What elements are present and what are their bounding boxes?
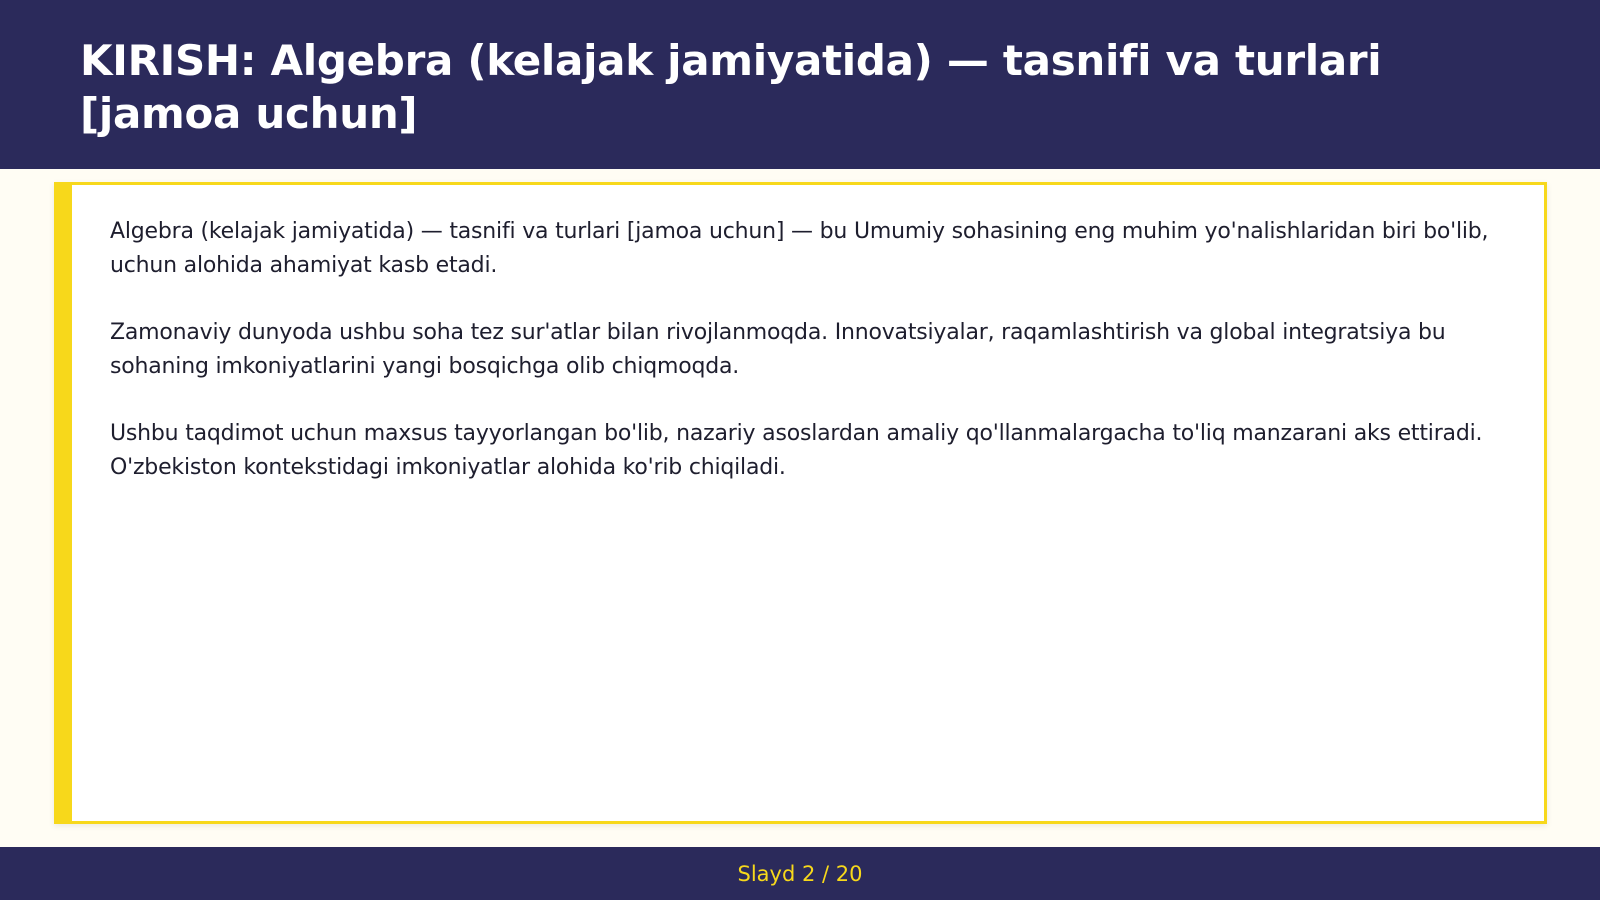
slide-title: KIRISH: Algebra (kelajak jamiyatida) — tasnifi va turlari [jamoa uchun] [80, 36, 1382, 138]
slide-counter: Slayd 2 / 20 [737, 861, 863, 886]
slide-footer [0, 847, 1600, 900]
presentation-paragraph: Ushbu taqdimot uchun maxsus tayyorlangan bo'lib, nazariy asoslardan amaliy qo'llanmalargacha to'liq manzarani aks ettiradi. O'zbekiston kontekstidagi imkoniyatlar alohida ko'rib chiqiladi. [110, 421, 1483, 480]
development-paragraph: Zamonaviy dunyoda ushbu soha tez sur'atlar bilan rivojlanmoqda. Innovatsiyalar, raqamlashtirish va global integratsiya bu sohaning imkoniyatlarini yangi bosqichga olib chiqmoqda. [110, 320, 1446, 379]
content-card [54, 182, 1547, 824]
intro-paragraph: Algebra (kelajak jamiyatida) — tasnifi va turlari [jamoa uchun] — bu Umumiy sohasining eng muhim yo'nalishlaridan biri bo'lib, uchun alohida ahamiyat kasb etadi. [110, 219, 1489, 278]
slide-header [0, 0, 1600, 169]
